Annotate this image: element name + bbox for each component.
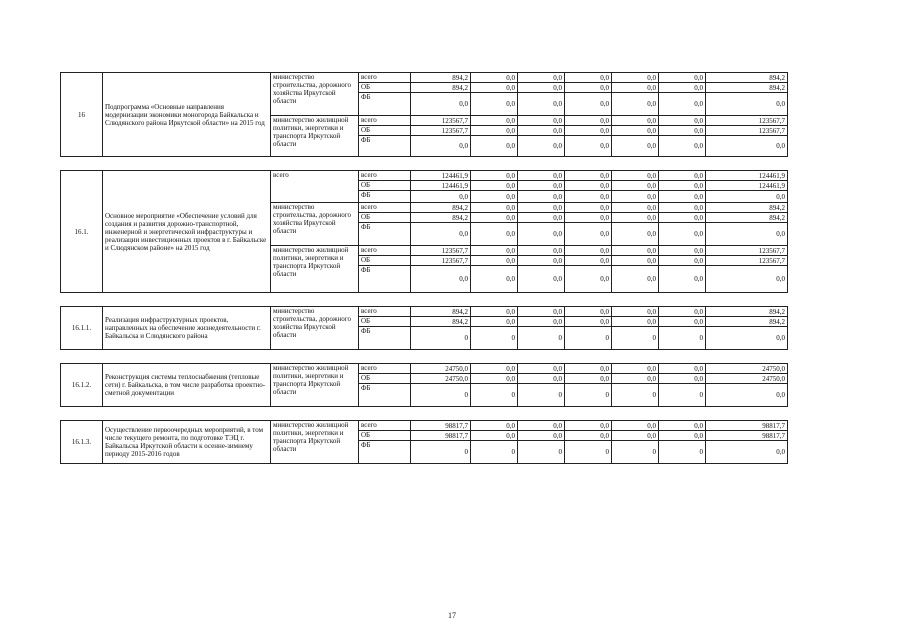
value-cell: 0,0 <box>659 171 706 181</box>
value-cell: 0 <box>518 441 565 464</box>
value-cell: 0,0 <box>659 93 706 116</box>
value-cell: 0 <box>518 384 565 407</box>
value-cell: 0,0 <box>518 223 565 246</box>
value-cell: 0 <box>471 441 518 464</box>
value-cell: 0,0 <box>612 307 659 317</box>
funding-type-cell: всего <box>359 246 411 256</box>
value-cell: 0,0 <box>471 181 518 191</box>
value-cell: 0 <box>612 384 659 407</box>
value-cell: 0,0 <box>518 116 565 126</box>
value-cell: 0,0 <box>518 93 565 116</box>
value-cell: 0,0 <box>565 191 612 203</box>
funding-type-cell: ФБ <box>359 384 411 407</box>
value-cell: 0,0 <box>518 256 565 266</box>
value-cell: 0,0 <box>471 223 518 246</box>
total-value-cell: 24750,0 <box>706 374 788 384</box>
funding-type-cell: ОБ <box>359 431 411 441</box>
value-cell: 0,0 <box>565 256 612 266</box>
value-cell: 0,0 <box>518 317 565 327</box>
value-cell: 894,2 <box>411 73 471 83</box>
total-value-cell: 98817,7 <box>706 431 788 441</box>
value-cell: 0,0 <box>659 307 706 317</box>
value-cell: 0,0 <box>612 93 659 116</box>
funding-type-cell: ФБ <box>359 327 411 350</box>
value-cell: 123567,7 <box>411 116 471 126</box>
value-cell: 0,0 <box>659 223 706 246</box>
value-cell: 0,0 <box>411 266 471 293</box>
value-cell: 0,0 <box>659 73 706 83</box>
value-cell: 0,0 <box>411 223 471 246</box>
value-cell: 0,0 <box>612 116 659 126</box>
total-value-cell: 123567,7 <box>706 246 788 256</box>
value-cell: 0,0 <box>612 213 659 223</box>
value-cell: 0 <box>659 441 706 464</box>
total-value-cell: 124461,9 <box>706 171 788 181</box>
value-cell: 0,0 <box>612 266 659 293</box>
value-cell: 0,0 <box>471 266 518 293</box>
value-cell: 0,0 <box>518 171 565 181</box>
value-cell: 0 <box>612 441 659 464</box>
total-value-cell: 0,0 <box>706 327 788 350</box>
value-cell: 0,0 <box>659 116 706 126</box>
value-cell: 894,2 <box>411 203 471 213</box>
value-cell: 0,0 <box>471 93 518 116</box>
total-value-cell: 98817,7 <box>706 421 788 431</box>
value-cell: 0,0 <box>612 171 659 181</box>
funding-type-cell: ФБ <box>359 136 411 157</box>
value-cell: 0,0 <box>565 317 612 327</box>
funding-type-cell: всего <box>359 421 411 431</box>
value-cell: 0,0 <box>659 266 706 293</box>
value-cell: 24750,0 <box>411 364 471 374</box>
section-name: Подпрограмма «Основные направления модернизации экономики моногорода Байкальска и Слюдянского района Иркутской области» на 2015 год <box>103 73 271 157</box>
total-value-cell: 0,0 <box>706 223 788 246</box>
funding-type-cell: ФБ <box>359 93 411 116</box>
total-value-cell: 894,2 <box>706 83 788 93</box>
value-cell: 0,0 <box>518 126 565 136</box>
gap-cell <box>61 407 788 421</box>
section-name: Реконструкция системы теплоснабжения (тепловые сети) г. Байкальска, в том числе разработка проектно-сметной документации <box>103 364 271 407</box>
funding-type-cell: всего <box>359 116 411 126</box>
value-cell: 0,0 <box>565 181 612 191</box>
total-value-cell: 894,2 <box>706 213 788 223</box>
total-value-cell: 894,2 <box>706 307 788 317</box>
section-code: 16.1. <box>61 171 103 293</box>
value-cell: 0 <box>471 384 518 407</box>
table-row <box>61 364 788 374</box>
value-cell: 0 <box>411 441 471 464</box>
value-cell: 0 <box>411 384 471 407</box>
agency-cell: министерство жилищной политики, энергетики и транспорта Иркутской области <box>271 364 359 407</box>
agency-cell: министерство жилищной политики, энергетики и транспорта Иркутской области <box>271 421 359 464</box>
total-value-cell: 0,0 <box>706 191 788 203</box>
value-cell: 0,0 <box>565 93 612 116</box>
value-cell: 0,0 <box>659 136 706 157</box>
value-cell: 0,0 <box>612 203 659 213</box>
value-cell: 0,0 <box>471 256 518 266</box>
value-cell: 894,2 <box>411 307 471 317</box>
value-cell: 0,0 <box>518 364 565 374</box>
value-cell: 0 <box>612 327 659 350</box>
value-cell: 0,0 <box>518 191 565 203</box>
funding-type-cell: ОБ <box>359 213 411 223</box>
value-cell: 0,0 <box>612 181 659 191</box>
value-cell: 0,0 <box>518 246 565 256</box>
section-code: 16.1.1. <box>61 307 103 350</box>
value-cell: 0,0 <box>471 364 518 374</box>
value-cell: 0,0 <box>612 73 659 83</box>
value-cell: 0,0 <box>659 191 706 203</box>
value-cell: 0,0 <box>471 213 518 223</box>
value-cell: 0,0 <box>518 136 565 157</box>
value-cell: 0,0 <box>659 246 706 256</box>
value-cell: 0,0 <box>565 223 612 246</box>
funding-type-cell: ФБ <box>359 266 411 293</box>
funding-type-cell: ОБ <box>359 83 411 93</box>
value-cell: 0,0 <box>471 374 518 384</box>
value-cell: 0,0 <box>659 431 706 441</box>
table-row <box>61 307 788 317</box>
value-cell: 123567,7 <box>411 246 471 256</box>
value-cell: 0,0 <box>612 364 659 374</box>
value-cell: 123567,7 <box>411 256 471 266</box>
funding-type-cell: всего <box>359 171 411 181</box>
section-code: 16.1.3. <box>61 421 103 464</box>
value-cell: 124461,9 <box>411 181 471 191</box>
total-value-cell: 123567,7 <box>706 126 788 136</box>
agency-cell: министерство жилищной политики, энергетики и транспорта Иркутской области <box>271 116 359 157</box>
value-cell: 0 <box>471 327 518 350</box>
value-cell: 0,0 <box>565 73 612 83</box>
gap-cell <box>61 157 788 171</box>
agency-cell: всего <box>271 171 359 203</box>
value-cell: 0,0 <box>612 431 659 441</box>
section-code: 16 <box>61 73 103 157</box>
value-cell: 0,0 <box>518 73 565 83</box>
value-cell: 0,0 <box>411 191 471 203</box>
total-value-cell: 894,2 <box>706 73 788 83</box>
value-cell: 0,0 <box>518 374 565 384</box>
total-value-cell: 894,2 <box>706 317 788 327</box>
value-cell: 0,0 <box>612 126 659 136</box>
section-code: 16.1.2. <box>61 364 103 407</box>
value-cell: 0 <box>659 384 706 407</box>
value-cell: 0,0 <box>518 181 565 191</box>
value-cell: 0,0 <box>518 213 565 223</box>
value-cell: 0,0 <box>471 307 518 317</box>
funding-type-cell: ОБ <box>359 181 411 191</box>
value-cell: 0,0 <box>659 83 706 93</box>
funding-type-cell: всего <box>359 203 411 213</box>
value-cell: 0,0 <box>518 421 565 431</box>
value-cell: 0 <box>411 327 471 350</box>
table-row <box>61 421 788 431</box>
value-cell: 0,0 <box>612 191 659 203</box>
value-cell: 0 <box>518 327 565 350</box>
value-cell: 0,0 <box>565 171 612 181</box>
value-cell: 0,0 <box>659 421 706 431</box>
value-cell: 0,0 <box>612 256 659 266</box>
value-cell: 0,0 <box>471 203 518 213</box>
total-value-cell: 894,2 <box>706 203 788 213</box>
funding-type-cell: ФБ <box>359 441 411 464</box>
funding-type-cell: ФБ <box>359 223 411 246</box>
total-value-cell: 0,0 <box>706 266 788 293</box>
value-cell: 124461,9 <box>411 171 471 181</box>
funding-type-cell: ОБ <box>359 374 411 384</box>
total-value-cell: 24750,0 <box>706 364 788 374</box>
value-cell: 0,0 <box>659 181 706 191</box>
section-name: Реализация инфраструктурных проектов, направленных на обеспечение жизнедеятельности г. Байкальска и Слюдянского района <box>103 307 271 350</box>
value-cell: 0,0 <box>565 203 612 213</box>
value-cell: 0,0 <box>518 203 565 213</box>
value-cell: 0,0 <box>565 136 612 157</box>
total-value-cell: 0,0 <box>706 384 788 407</box>
section-gap <box>61 407 788 421</box>
value-cell: 0,0 <box>471 73 518 83</box>
value-cell: 0,0 <box>471 136 518 157</box>
value-cell: 24750,0 <box>411 374 471 384</box>
funding-type-cell: ОБ <box>359 126 411 136</box>
value-cell: 0,0 <box>612 136 659 157</box>
value-cell: 0,0 <box>565 116 612 126</box>
value-cell: 0,0 <box>471 116 518 126</box>
total-value-cell: 0,0 <box>706 93 788 116</box>
value-cell: 894,2 <box>411 83 471 93</box>
gap-cell <box>61 350 788 364</box>
value-cell: 0,0 <box>659 126 706 136</box>
section-gap <box>61 350 788 364</box>
value-cell: 0,0 <box>565 213 612 223</box>
value-cell: 0,0 <box>612 223 659 246</box>
section-name: Осуществление первоочередных мероприятий, в том числе текущего ремонта, по подготовке ТЭЦ г. Байкальска Иркутской области к осенне-зимнему периоду 2015-2016 годов <box>103 421 271 464</box>
value-cell: 0,0 <box>565 83 612 93</box>
value-cell: 0,0 <box>565 364 612 374</box>
value-cell: 0,0 <box>518 431 565 441</box>
value-cell: 0,0 <box>565 126 612 136</box>
value-cell: 123567,7 <box>411 126 471 136</box>
value-cell: 0,0 <box>471 431 518 441</box>
section-name: Основное мероприятие «Обеспечение условий для создания и развития дорожно-транспортной, инженерной и энергетической инфраструктуры и реализации инвестиционных проектов в г. Байкальске и Слюдянском районе» на 2015 год <box>103 171 271 293</box>
value-cell: 0,0 <box>518 307 565 317</box>
table-row <box>61 73 788 83</box>
value-cell: 0,0 <box>565 431 612 441</box>
value-cell: 0,0 <box>471 246 518 256</box>
value-cell: 0,0 <box>659 256 706 266</box>
total-value-cell: 0,0 <box>706 136 788 157</box>
funding-type-cell: ОБ <box>359 256 411 266</box>
value-cell: 0,0 <box>471 83 518 93</box>
gap-cell <box>61 293 788 307</box>
funding-type-cell: всего <box>359 364 411 374</box>
value-cell: 894,2 <box>411 213 471 223</box>
value-cell: 0,0 <box>411 136 471 157</box>
value-cell: 0 <box>565 384 612 407</box>
value-cell: 0,0 <box>565 246 612 256</box>
value-cell: 0,0 <box>471 191 518 203</box>
value-cell: 0,0 <box>612 421 659 431</box>
value-cell: 894,2 <box>411 317 471 327</box>
value-cell: 0,0 <box>659 374 706 384</box>
value-cell: 0,0 <box>659 364 706 374</box>
funding-type-cell: всего <box>359 73 411 83</box>
total-value-cell: 123567,7 <box>706 256 788 266</box>
agency-cell: министерство строительства, дорожного хозяйства Иркутской области <box>271 307 359 350</box>
agency-cell: министерство жилищной политики, энергетики и транспорта Иркутской области <box>271 246 359 293</box>
value-cell: 0 <box>565 441 612 464</box>
value-cell: 0,0 <box>612 374 659 384</box>
value-cell: 98817,7 <box>411 431 471 441</box>
page-number: 17 <box>448 611 456 620</box>
value-cell: 0 <box>565 327 612 350</box>
funding-type-cell: всего <box>359 307 411 317</box>
budget-table <box>60 72 788 464</box>
funding-type-cell: ФБ <box>359 191 411 203</box>
funding-type-cell: ОБ <box>359 317 411 327</box>
value-cell: 0,0 <box>411 93 471 116</box>
section-gap <box>61 293 788 307</box>
value-cell: 0,0 <box>471 421 518 431</box>
value-cell: 0,0 <box>612 246 659 256</box>
total-value-cell: 124461,9 <box>706 181 788 191</box>
agency-cell: министерство строительства, дорожного хозяйства Иркутской области <box>271 73 359 116</box>
total-value-cell: 123567,7 <box>706 116 788 126</box>
agency-cell: министерство строительства, дорожного хозяйства Иркутской области <box>271 203 359 246</box>
value-cell: 98817,7 <box>411 421 471 431</box>
section-gap <box>61 157 788 171</box>
value-cell: 0,0 <box>518 266 565 293</box>
value-cell: 0,0 <box>659 203 706 213</box>
value-cell: 0,0 <box>612 83 659 93</box>
value-cell: 0,0 <box>471 126 518 136</box>
value-cell: 0,0 <box>659 213 706 223</box>
value-cell: 0,0 <box>518 83 565 93</box>
value-cell: 0,0 <box>659 317 706 327</box>
value-cell: 0 <box>659 327 706 350</box>
value-cell: 0,0 <box>471 317 518 327</box>
value-cell: 0,0 <box>471 171 518 181</box>
value-cell: 0,0 <box>565 307 612 317</box>
value-cell: 0,0 <box>612 317 659 327</box>
table-row <box>61 171 788 181</box>
value-cell: 0,0 <box>565 421 612 431</box>
value-cell: 0,0 <box>565 374 612 384</box>
value-cell: 0,0 <box>565 266 612 293</box>
total-value-cell: 0,0 <box>706 441 788 464</box>
